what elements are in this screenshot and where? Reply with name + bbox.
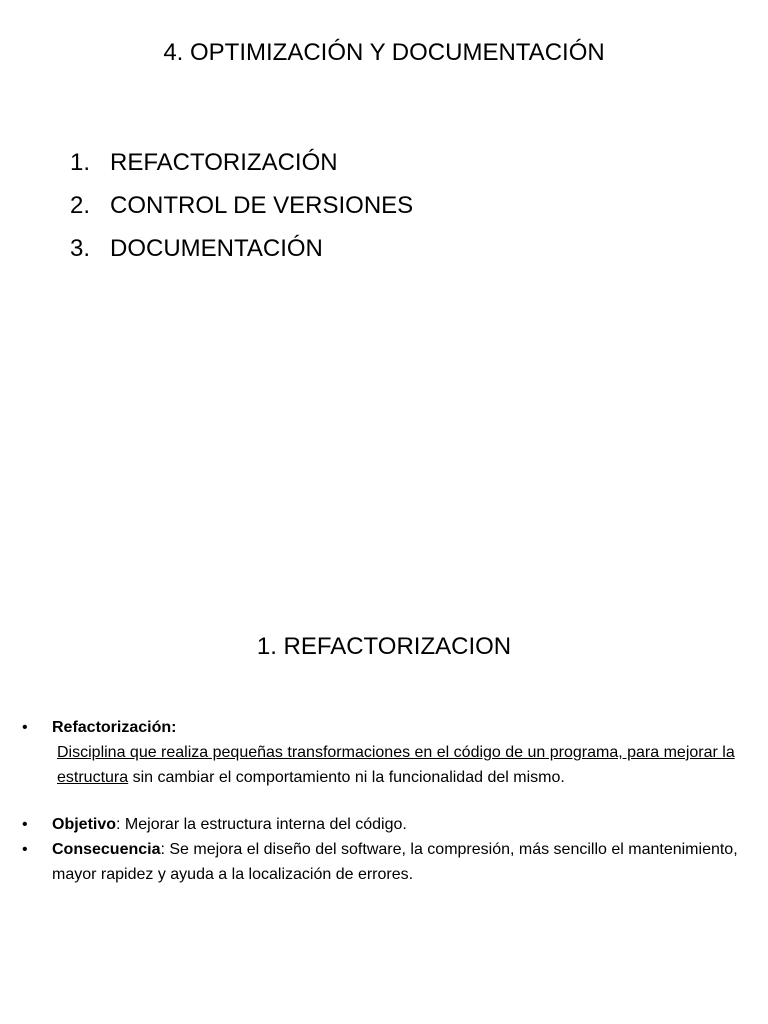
bullet-icon: • [22, 719, 28, 736]
item-number: 2. [70, 192, 91, 219]
bullet-list [22, 715, 752, 887]
objective-term: Objetivo [52, 816, 117, 833]
list-item [70, 184, 413, 227]
topics-list [70, 141, 413, 270]
list-item [70, 227, 413, 270]
slide-title: 4. OPTIMIZACIÓN Y DOCUMENTACIÓN [163, 39, 605, 66]
item-label: CONTROL DE VERSIONES [110, 192, 414, 219]
consequence-text: : Se mejora el diseño del software, la compresión, más sencillo el mantenimiento, mayor rapidez y ayuda a la localización de errores. [52, 841, 738, 883]
bullet-icon: • [22, 841, 28, 858]
objective-text: : Mejorar la estructura interna del código. [116, 816, 407, 833]
slide-refactorizacion [0, 512, 768, 1024]
consequence-term: Consecuencia [52, 841, 161, 858]
bullet-icon: • [22, 816, 28, 833]
consequence-bullet [22, 837, 752, 887]
objective-bullet [22, 812, 752, 837]
definition-text [52, 740, 752, 790]
list-item [70, 141, 413, 184]
item-label: DOCUMENTACIÓN [110, 235, 323, 262]
item-number: 3. [70, 235, 91, 262]
definition-rest: sin cambiar el comportamiento ni la funcionalidad del mismo. [128, 769, 565, 786]
slide-title: 1. REFACTORIZACION [256, 633, 512, 660]
definition-term: Refactorización: [52, 719, 177, 736]
item-label: REFACTORIZACIÓN [110, 149, 338, 176]
definition-bullet [22, 715, 752, 790]
item-number: 1. [70, 149, 91, 176]
definition-underlined: Disciplina que realiza pequeñas transformaciones en el código de un programa, para mejorar la estructura [57, 744, 735, 786]
